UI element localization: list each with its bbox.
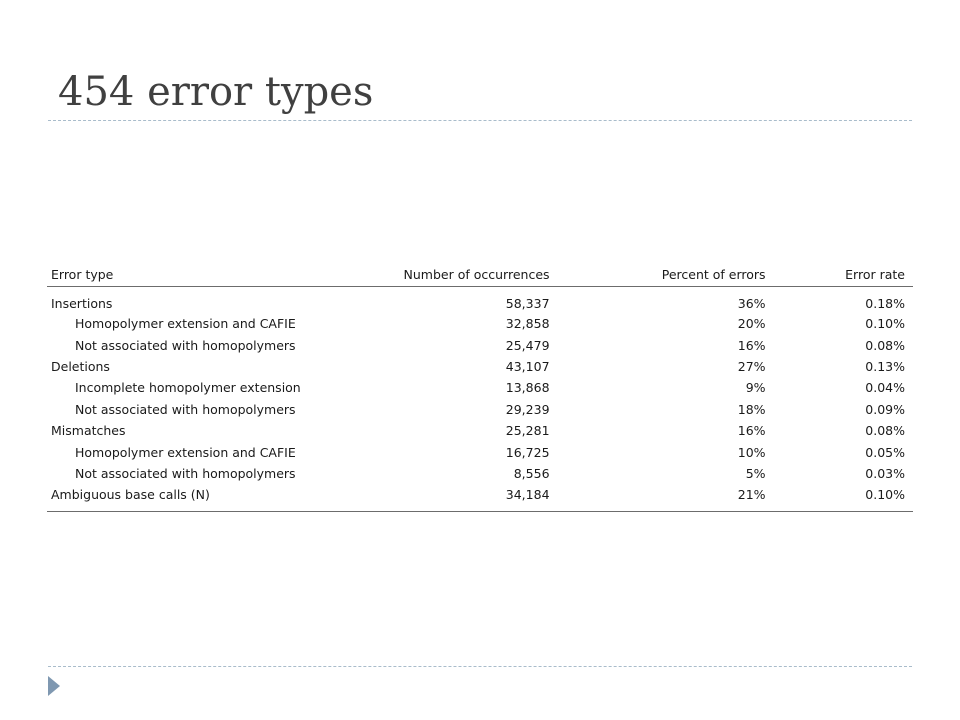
occurrences-cell: 25,479 xyxy=(505,337,550,353)
occurrences-cell: 34,184 xyxy=(387,484,557,511)
percent-cell: 16% xyxy=(737,337,766,353)
table-header-row xyxy=(47,262,913,287)
occurrences-cell: 13,868 xyxy=(505,380,550,396)
percent-cell: 10% xyxy=(737,444,766,460)
table-row xyxy=(47,420,913,441)
table-row xyxy=(47,463,913,484)
error-type-cell: Mismatches xyxy=(51,423,126,439)
table-row xyxy=(47,334,913,355)
error-type-cell: Incomplete homopolymer extension xyxy=(75,380,301,396)
title-divider xyxy=(48,120,912,121)
error-rate-cell: 0.10% xyxy=(774,484,913,511)
table-row xyxy=(47,287,913,314)
header-error-rate: Error rate xyxy=(774,262,913,287)
error-type-cell: Ambiguous base calls (N) xyxy=(47,484,387,511)
percent-cell: 9% xyxy=(745,380,766,396)
percent-cell: 27% xyxy=(737,358,766,374)
error-type-cell: Not associated with homopolymers xyxy=(75,337,296,353)
percent-cell: 21% xyxy=(558,484,774,511)
error-rate-cell: 0.18% xyxy=(865,295,905,311)
header-percent-of-errors: Percent of errors xyxy=(558,262,774,287)
percent-cell: 36% xyxy=(737,295,766,311)
table-row xyxy=(47,313,913,334)
percent-cell: 16% xyxy=(737,423,766,439)
occurrences-cell: 16,725 xyxy=(505,444,550,460)
error-type-cell: Not associated with homopolymers xyxy=(75,465,296,481)
error-rate-cell: 0.08% xyxy=(865,337,905,353)
percent-cell: 20% xyxy=(737,316,766,332)
header-number-of-occurrences: Number of occurrences xyxy=(387,262,557,287)
error-rate-cell: 0.10% xyxy=(865,316,905,332)
play-triangle-icon xyxy=(48,676,60,696)
table-row xyxy=(47,377,913,398)
error-rate-cell: 0.09% xyxy=(865,401,905,417)
error-rate-cell: 0.13% xyxy=(865,358,905,374)
occurrences-cell: 8,556 xyxy=(513,465,550,481)
occurrences-cell: 32,858 xyxy=(505,316,550,332)
error-rate-cell: 0.08% xyxy=(865,423,905,439)
occurrences-cell: 43,107 xyxy=(505,358,550,374)
table-row xyxy=(47,441,913,462)
header-error-type: Error type xyxy=(47,262,387,287)
table-row xyxy=(47,484,913,511)
error-rate-cell: 0.04% xyxy=(865,380,905,396)
table-row xyxy=(47,356,913,377)
error-type-cell: Not associated with homopolymers xyxy=(75,401,296,417)
occurrences-cell: 29,239 xyxy=(505,401,550,417)
error-type-cell: Homopolymer extension and CAFIE xyxy=(75,316,296,332)
footer-divider xyxy=(48,666,912,667)
error-rate-cell: 0.03% xyxy=(865,465,905,481)
error-types-table xyxy=(47,262,913,512)
occurrences-cell: 58,337 xyxy=(505,295,550,311)
percent-cell: 5% xyxy=(745,465,766,481)
error-type-cell: Deletions xyxy=(51,358,110,374)
error-type-cell: Insertions xyxy=(51,295,113,311)
percent-cell: 18% xyxy=(737,401,766,417)
error-type-cell: Homopolymer extension and CAFIE xyxy=(75,444,296,460)
slide-title: 454 error types xyxy=(58,69,374,115)
error-rate-cell: 0.05% xyxy=(865,444,905,460)
occurrences-cell: 25,281 xyxy=(505,423,550,439)
table-row xyxy=(47,399,913,420)
